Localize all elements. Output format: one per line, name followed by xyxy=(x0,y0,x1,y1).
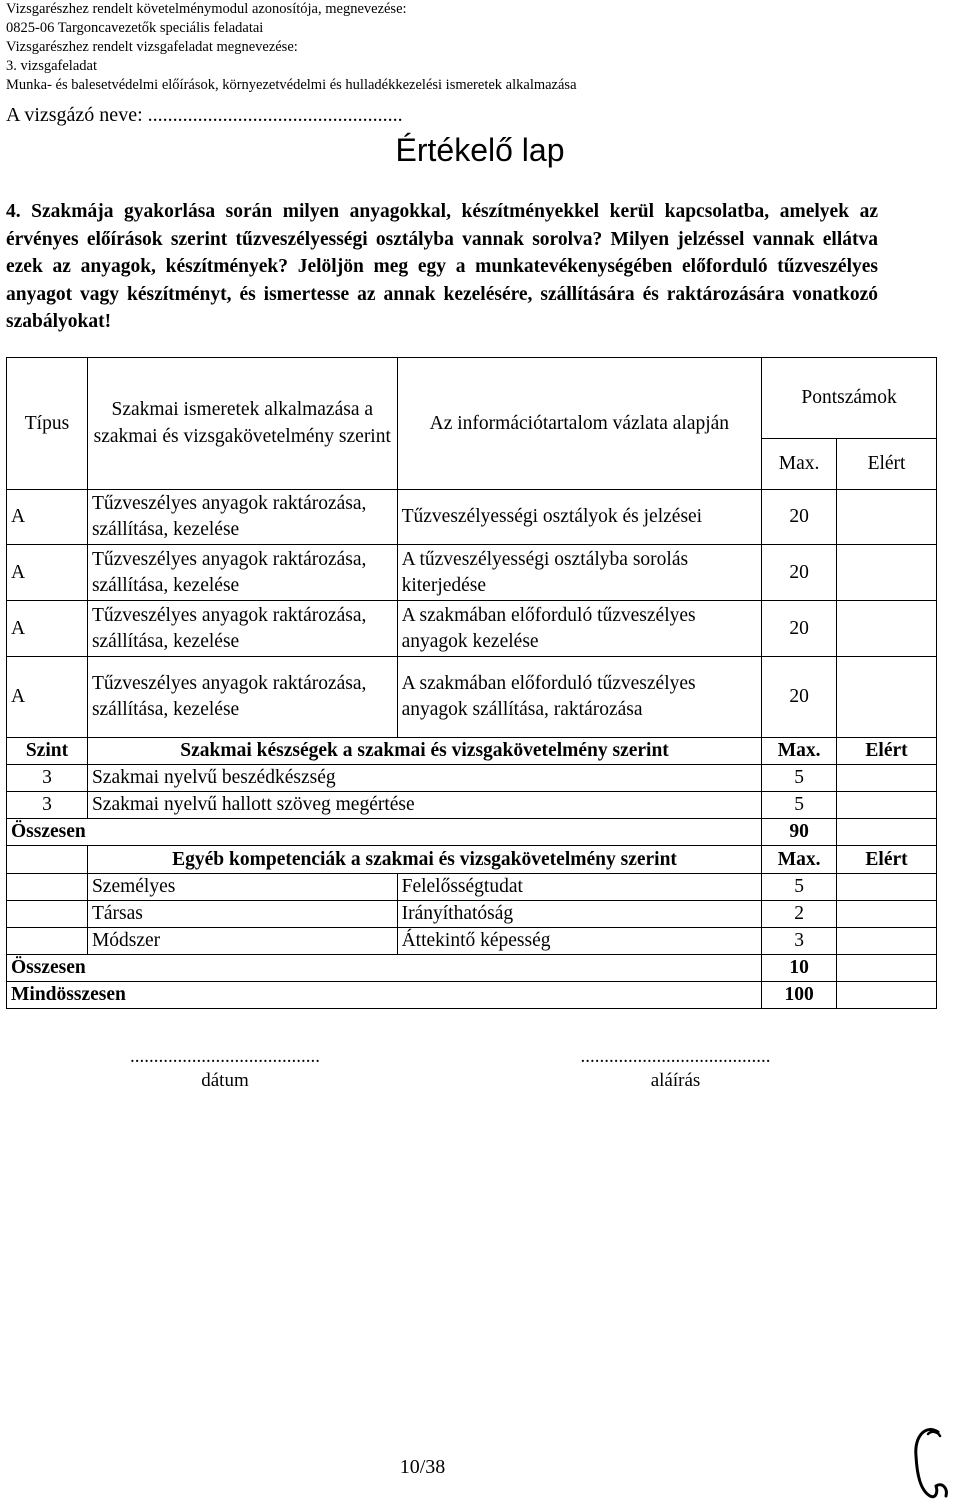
max-cell: 5 xyxy=(762,792,837,819)
signature-label: aláírás xyxy=(650,1070,701,1091)
achieved-cell[interactable] xyxy=(837,901,937,928)
exam-question: 4. Szakmája gyakorlása során milyen anyagokkal, készítményekkel kerül kapcsolatba, amelyek az érvényes előírások szerint tűzveszélyességi osztályba vannak sorolva? Milyen jelzéssel vannak ellátva ezek az anyagok, készítmények? Jelöljön meg egy a munkatevékenységében előforduló tűzveszélyes anyagot vagy készítményt, és ismertesse az annak kezelésére, szállítására és raktározására vonatkozó szabályokat! xyxy=(6,201,878,332)
subtotal-row xyxy=(7,955,937,982)
empty-cell xyxy=(7,846,88,874)
header-outline: Az információtartalom vázlata alapján xyxy=(397,358,762,490)
subtotal-label: Összesen xyxy=(7,955,762,982)
grand-total-value: 100 xyxy=(762,982,837,1009)
knowledge-cell: Tűzveszélyes anyagok raktározása, szállítása, kezelése xyxy=(87,490,397,545)
achieved-cell[interactable] xyxy=(837,982,937,1009)
subtotal-value: 90 xyxy=(762,819,837,846)
signature-block xyxy=(528,1045,823,1093)
outline-cell: Tűzveszélyességi osztályok és jelzései xyxy=(397,490,762,545)
competence-cell: Áttekintő képesség xyxy=(397,928,762,955)
header-max: Max. xyxy=(762,439,837,490)
max-cell: 20 xyxy=(762,601,837,657)
header-points: Pontszámok xyxy=(762,358,937,439)
outline-cell: A szakmában előforduló tűzveszélyes anyagok kezelése xyxy=(397,601,762,657)
level-cell: 3 xyxy=(7,765,88,792)
skill-cell: Szakmai nyelvű beszédkészség xyxy=(87,765,761,792)
evaluation-table xyxy=(6,357,937,1009)
empty-cell xyxy=(7,928,88,955)
knowledge-cell: Tűzveszélyes anyagok raktározása, szállítása, kezelése xyxy=(87,601,397,657)
table-row xyxy=(7,928,937,955)
skills-level-header: Szint xyxy=(7,738,88,765)
subtotal-label: Összesen xyxy=(7,819,762,846)
achieved-cell[interactable] xyxy=(837,928,937,955)
header-line: Munka- és balesetvédelmi előírások, környezetvédelmi és hulladékkezelési ismeretek alkalmazása xyxy=(6,77,577,93)
category-cell: Személyes xyxy=(87,874,397,901)
achieved-cell[interactable] xyxy=(837,657,937,738)
max-cell: 5 xyxy=(762,765,837,792)
table-row xyxy=(7,490,937,545)
max-cell: 5 xyxy=(762,874,837,901)
skills-title-header: Szakmai készségek a szakmai és vizsgakövetelmény szerint xyxy=(87,738,761,765)
type-cell: A xyxy=(7,601,88,657)
achieved-cell[interactable] xyxy=(837,601,937,657)
achieved-cell[interactable] xyxy=(837,545,937,601)
level-cell: 3 xyxy=(7,792,88,819)
outline-cell: A tűzveszélyességi osztályba sorolás kiterjedése xyxy=(397,545,762,601)
knowledge-cell: Tűzveszélyes anyagok raktározása, szállítása, kezelése xyxy=(87,657,397,738)
table-row xyxy=(7,657,937,738)
max-cell: 3 xyxy=(762,928,837,955)
max-cell: 20 xyxy=(762,545,837,601)
competence-cell: Irányíthatóság xyxy=(397,901,762,928)
grand-total-label: Mindösszesen xyxy=(7,982,762,1009)
table-row xyxy=(7,765,937,792)
competence-cell: Felelősségtudat xyxy=(397,874,762,901)
knowledge-cell: Tűzveszélyes anyagok raktározása, szállítása, kezelése xyxy=(87,545,397,601)
max-cell: 20 xyxy=(762,490,837,545)
examinee-name-line: A vizsgázó neve: ................................................... xyxy=(6,104,403,126)
achieved-cell[interactable] xyxy=(837,490,937,545)
type-cell: A xyxy=(7,545,88,601)
handwritten-signature xyxy=(908,1422,956,1500)
date-dots: ........................................ xyxy=(130,1046,320,1067)
table-row xyxy=(7,792,937,819)
skills-max-header: Max. xyxy=(762,738,837,765)
page-header xyxy=(6,0,936,95)
grand-total-row xyxy=(7,982,937,1009)
skills-achieved-header: Elért xyxy=(837,738,937,765)
category-cell: Társas xyxy=(87,901,397,928)
achieved-cell[interactable] xyxy=(837,792,937,819)
max-cell: 2 xyxy=(762,901,837,928)
table-row xyxy=(7,901,937,928)
max-cell: 20 xyxy=(762,657,837,738)
table-row xyxy=(7,601,937,657)
header-line: Vizsgarészhez rendelt követelménymodul azonosítója, megnevezése: xyxy=(6,1,407,17)
competence-achieved-header: Elért xyxy=(837,846,937,874)
empty-cell xyxy=(7,901,88,928)
competence-title-header: Egyéb kompetenciák a szakmai és vizsgakövetelmény szerint xyxy=(87,846,761,874)
skill-cell: Szakmai nyelvű hallott szöveg megértése xyxy=(87,792,761,819)
empty-cell xyxy=(7,874,88,901)
achieved-cell[interactable] xyxy=(837,874,937,901)
date-block xyxy=(80,1045,370,1093)
competence-header-row xyxy=(7,846,937,874)
type-cell: A xyxy=(7,657,88,738)
signature-dots: ........................................ xyxy=(580,1046,771,1067)
header-line: 0825-06 Targoncavezetők speciális feladatai xyxy=(6,20,264,36)
header-knowledge: Szakmai ismeretek alkalmazása a szakmai és vizsgakövetelmény szerint xyxy=(87,358,397,490)
achieved-cell[interactable] xyxy=(837,765,937,792)
subtotal-row xyxy=(7,819,937,846)
outline-cell: A szakmában előforduló tűzveszélyes anyagok szállítása, raktározása xyxy=(397,657,762,738)
table-row xyxy=(7,874,937,901)
subtotal-value: 10 xyxy=(762,955,837,982)
achieved-cell[interactable] xyxy=(837,955,937,982)
type-cell: A xyxy=(7,490,88,545)
competence-max-header: Max. xyxy=(762,846,837,874)
page-number: 10/38 xyxy=(399,1456,446,1478)
category-cell: Módszer xyxy=(87,928,397,955)
table-row xyxy=(7,545,937,601)
header-line: Vizsgarészhez rendelt vizsgafeladat megnevezése: xyxy=(6,39,298,55)
date-label: dátum xyxy=(201,1070,249,1091)
table-header-row xyxy=(7,358,937,439)
header-line: 3. vizsgafeladat xyxy=(6,58,97,74)
page-title: Értékelő lap xyxy=(395,132,565,168)
header-type: Típus xyxy=(7,358,88,490)
skills-header-row xyxy=(7,738,937,765)
header-achieved: Elért xyxy=(837,439,937,490)
achieved-cell[interactable] xyxy=(837,819,937,846)
